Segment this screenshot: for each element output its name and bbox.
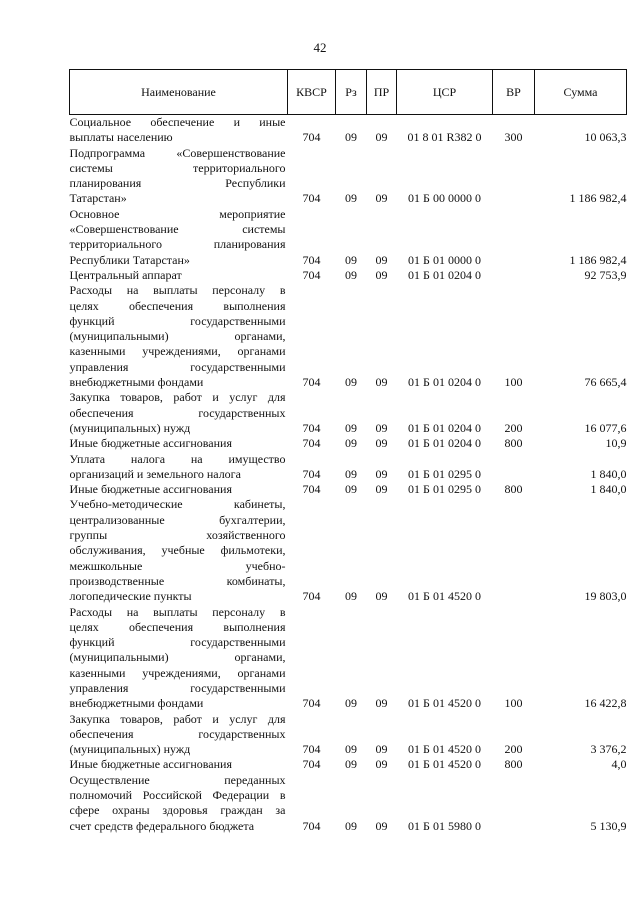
row-sum: 16 422,8 (584, 696, 627, 711)
row-vr: 800 (504, 482, 523, 497)
row-name (70, 146, 288, 207)
row-kvsr: 704 (302, 252, 321, 267)
row-kvsr: 704 (302, 482, 321, 497)
header-pr: ПР (367, 70, 397, 115)
row-kvsr: 704 (302, 696, 321, 711)
row-pr: 09 (375, 482, 388, 497)
row-csr: 01 Б 01 4520 0 (408, 757, 481, 772)
budget-table (69, 69, 627, 834)
row-rz: 09 (345, 130, 357, 145)
row-name-line: казенными учреждениями, органами (69, 344, 286, 359)
row-sum: 1 186 982,4 (569, 252, 627, 267)
row-csr: 01 Б 00 0000 0 (408, 191, 481, 206)
row-name (70, 757, 288, 772)
row-sum: 1 186 982,4 (569, 191, 627, 206)
row-name-line: целях обеспечения выполнения (69, 619, 286, 634)
table-row (70, 115, 627, 146)
row-kvsr: 704 (302, 375, 321, 390)
row-kvsr: 704 (302, 130, 321, 145)
row-name-line: функций государственными (69, 313, 286, 328)
row-csr: 01 Б 01 4520 0 (408, 589, 481, 604)
row-name-line: Закупка товаров, работ и услуг для (69, 711, 286, 726)
row-name-line: системы территориального (69, 160, 286, 175)
row-vr (493, 268, 535, 283)
row-sum: 19 803,0 (584, 589, 627, 604)
row-csr: 01 Б 01 0204 0 (408, 436, 481, 451)
table-row (70, 146, 627, 207)
row-name-line: целях обеспечения выполнения (69, 298, 286, 313)
row-name-line: Иные бюджетные ассигнования (69, 482, 232, 497)
row-vr: 100 (504, 375, 523, 390)
row-csr: 01 Б 01 0295 0 (408, 482, 481, 497)
row-pr: 09 (375, 818, 388, 833)
table-row (70, 268, 627, 283)
header-sum: Сумма (535, 70, 627, 115)
row-name-line: Центральный аппарат (69, 267, 182, 282)
row-kvsr: 704 (302, 466, 321, 481)
row-rz: 09 (345, 482, 357, 497)
row-vr: 300 (504, 130, 523, 145)
row-name-line: «Совершенствование системы (69, 222, 286, 237)
row-name-line: Иные бюджетные ассигнования (69, 757, 232, 772)
row-name-line: обслуживания, учебные фильмотеки, (69, 543, 286, 558)
row-name-line: (муниципальными) органами, (69, 329, 286, 344)
row-name-line: Осуществление переданных (69, 772, 286, 787)
header-kvsr: КВСР (288, 70, 336, 115)
row-name-line: управления государственными (69, 680, 286, 695)
table-row (70, 773, 627, 834)
row-name-line: функций государственными (69, 635, 286, 650)
row-sum: 4,0 (611, 757, 627, 772)
row-csr: 01 8 01 R382 0 (407, 130, 482, 145)
row-name-line: Иные бюджетные ассигнования (69, 436, 232, 451)
row-vr (493, 207, 535, 268)
row-name-line: казенными учреждениями, органами (69, 665, 286, 680)
row-pr: 09 (375, 589, 388, 604)
row-name (70, 115, 288, 146)
header-csr: ЦСР (397, 70, 493, 115)
row-sum: 92 753,9 (584, 267, 627, 282)
row-pr: 09 (375, 191, 388, 206)
row-rz: 09 (345, 191, 357, 206)
row-pr: 09 (375, 267, 388, 282)
page-number: 42 (313, 40, 327, 55)
table-header (70, 70, 627, 115)
row-rz: 09 (345, 696, 357, 711)
row-rz: 09 (345, 589, 357, 604)
row-name-line: Основное мероприятие (69, 206, 286, 221)
row-rz: 09 (345, 757, 357, 772)
row-name-line: территориального планирования (69, 237, 286, 252)
row-name-line: планирования Республики (69, 176, 286, 191)
row-sum: 16 077,6 (584, 420, 627, 435)
row-name (70, 497, 288, 604)
table-row (70, 390, 627, 436)
row-kvsr: 704 (302, 191, 321, 206)
row-kvsr: 704 (302, 742, 321, 757)
row-name (70, 452, 288, 483)
row-name-line: (муниципальными) органами, (69, 650, 286, 665)
row-vr (493, 773, 535, 834)
row-kvsr: 704 (302, 436, 321, 451)
row-csr: 01 Б 01 5980 0 (408, 818, 481, 833)
row-name (70, 268, 288, 283)
row-name-line: обеспечения государственных (69, 405, 286, 420)
row-kvsr: 704 (302, 589, 321, 604)
row-rz: 09 (345, 252, 357, 267)
table-row (70, 712, 627, 758)
row-csr: 01 Б 01 4520 0 (408, 696, 481, 711)
row-vr (493, 452, 535, 483)
row-pr: 09 (375, 130, 388, 145)
table-row (70, 436, 627, 451)
row-name (70, 283, 288, 390)
row-sum: 5 130,9 (590, 818, 627, 833)
row-vr (493, 497, 535, 604)
row-pr: 09 (375, 742, 388, 757)
row-kvsr: 704 (302, 267, 321, 282)
table-row (70, 452, 627, 483)
row-sum: 10 063,3 (584, 130, 627, 145)
row-vr: 200 (504, 420, 523, 435)
row-kvsr: 704 (302, 818, 321, 833)
row-name-line: сфере охраны здоровья граждан за (69, 803, 286, 818)
row-pr: 09 (375, 375, 388, 390)
row-csr: 01 Б 01 0204 0 (408, 267, 481, 282)
row-name (70, 482, 288, 497)
row-name-line: организаций и земельного налога (69, 466, 241, 481)
row-name (70, 207, 288, 268)
row-name-line: обеспечения государственных (69, 726, 286, 741)
row-sum: 10,9 (605, 436, 627, 451)
row-pr: 09 (375, 252, 388, 267)
row-rz: 09 (345, 818, 357, 833)
row-name-line: Республики Татарстан» (69, 252, 190, 267)
row-name-line: (муниципальных) нужд (69, 742, 191, 757)
row-name (70, 712, 288, 758)
row-name-line: логопедические пункты (69, 589, 192, 604)
header-vr: ВР (493, 70, 535, 115)
row-name-line: Расходы на выплаты персоналу в (69, 283, 286, 298)
row-name (70, 390, 288, 436)
row-vr: 800 (504, 436, 523, 451)
row-name-line: группы хозяйственного (69, 528, 286, 543)
header-name: Наименование (70, 70, 288, 115)
row-name-line: централизованные бухгалтерии, (69, 512, 286, 527)
row-pr: 09 (375, 466, 388, 481)
row-rz: 09 (345, 436, 357, 451)
row-pr: 09 (375, 436, 388, 451)
row-name-line: Уплата налога на имущество (69, 451, 286, 466)
row-sum: 1 840,0 (590, 466, 627, 481)
row-name-line: Расходы на выплаты персоналу в (69, 604, 286, 619)
row-pr: 09 (375, 757, 388, 772)
row-name (70, 605, 288, 712)
row-name-line: внебюджетными фондами (69, 375, 204, 390)
row-name-line: счет средств федерального бюджета (69, 818, 255, 833)
row-rz: 09 (345, 420, 357, 435)
row-name-line: выплаты населению (69, 130, 173, 145)
row-name-line: Татарстан» (69, 191, 127, 206)
table-row (70, 207, 627, 268)
row-sum: 1 840,0 (590, 482, 627, 497)
row-name-line: Подпрограмма «Совершенствование (69, 145, 286, 160)
row-csr: 01 Б 01 0000 0 (408, 252, 481, 267)
table-row (70, 497, 627, 604)
table-row (70, 482, 627, 497)
row-csr: 01 Б 01 0204 0 (408, 420, 481, 435)
row-name-line: управления государственными (69, 359, 286, 374)
row-name-line: Учебно-методические кабинеты, (69, 497, 286, 512)
table-row (70, 757, 627, 772)
row-kvsr: 704 (302, 420, 321, 435)
row-name-line: (муниципальных) нужд (69, 420, 191, 435)
row-csr: 01 Б 01 4520 0 (408, 742, 481, 757)
table-row (70, 605, 627, 712)
row-sum: 76 665,4 (584, 375, 627, 390)
row-pr: 09 (375, 420, 388, 435)
row-vr: 200 (504, 742, 523, 757)
row-rz: 09 (345, 267, 357, 282)
row-kvsr: 704 (302, 757, 321, 772)
row-csr: 01 Б 01 0204 0 (408, 375, 481, 390)
row-name-line: производственные комбинаты, (69, 573, 286, 588)
row-rz: 09 (345, 375, 357, 390)
header-row (70, 70, 627, 115)
row-name-line: полномочий Российской Федерации в (69, 788, 286, 803)
row-rz: 09 (345, 742, 357, 757)
row-name-line: межшкольные учебно- (69, 558, 286, 573)
row-vr (493, 146, 535, 207)
table-row (70, 283, 627, 390)
header-rz: Рз (336, 70, 367, 115)
row-name-line: Социальное обеспечение и иные (69, 115, 286, 129)
table-body (70, 115, 627, 834)
row-name (70, 773, 288, 834)
row-pr: 09 (375, 696, 388, 711)
row-sum: 3 376,2 (590, 742, 627, 757)
row-vr: 800 (504, 757, 523, 772)
row-name-line: Закупка товаров, работ и услуг для (69, 390, 286, 405)
row-vr: 100 (504, 696, 523, 711)
row-name (70, 436, 288, 451)
row-name-line: внебюджетными фондами (69, 696, 204, 711)
row-rz: 09 (345, 466, 357, 481)
row-csr: 01 Б 01 0295 0 (408, 466, 481, 481)
